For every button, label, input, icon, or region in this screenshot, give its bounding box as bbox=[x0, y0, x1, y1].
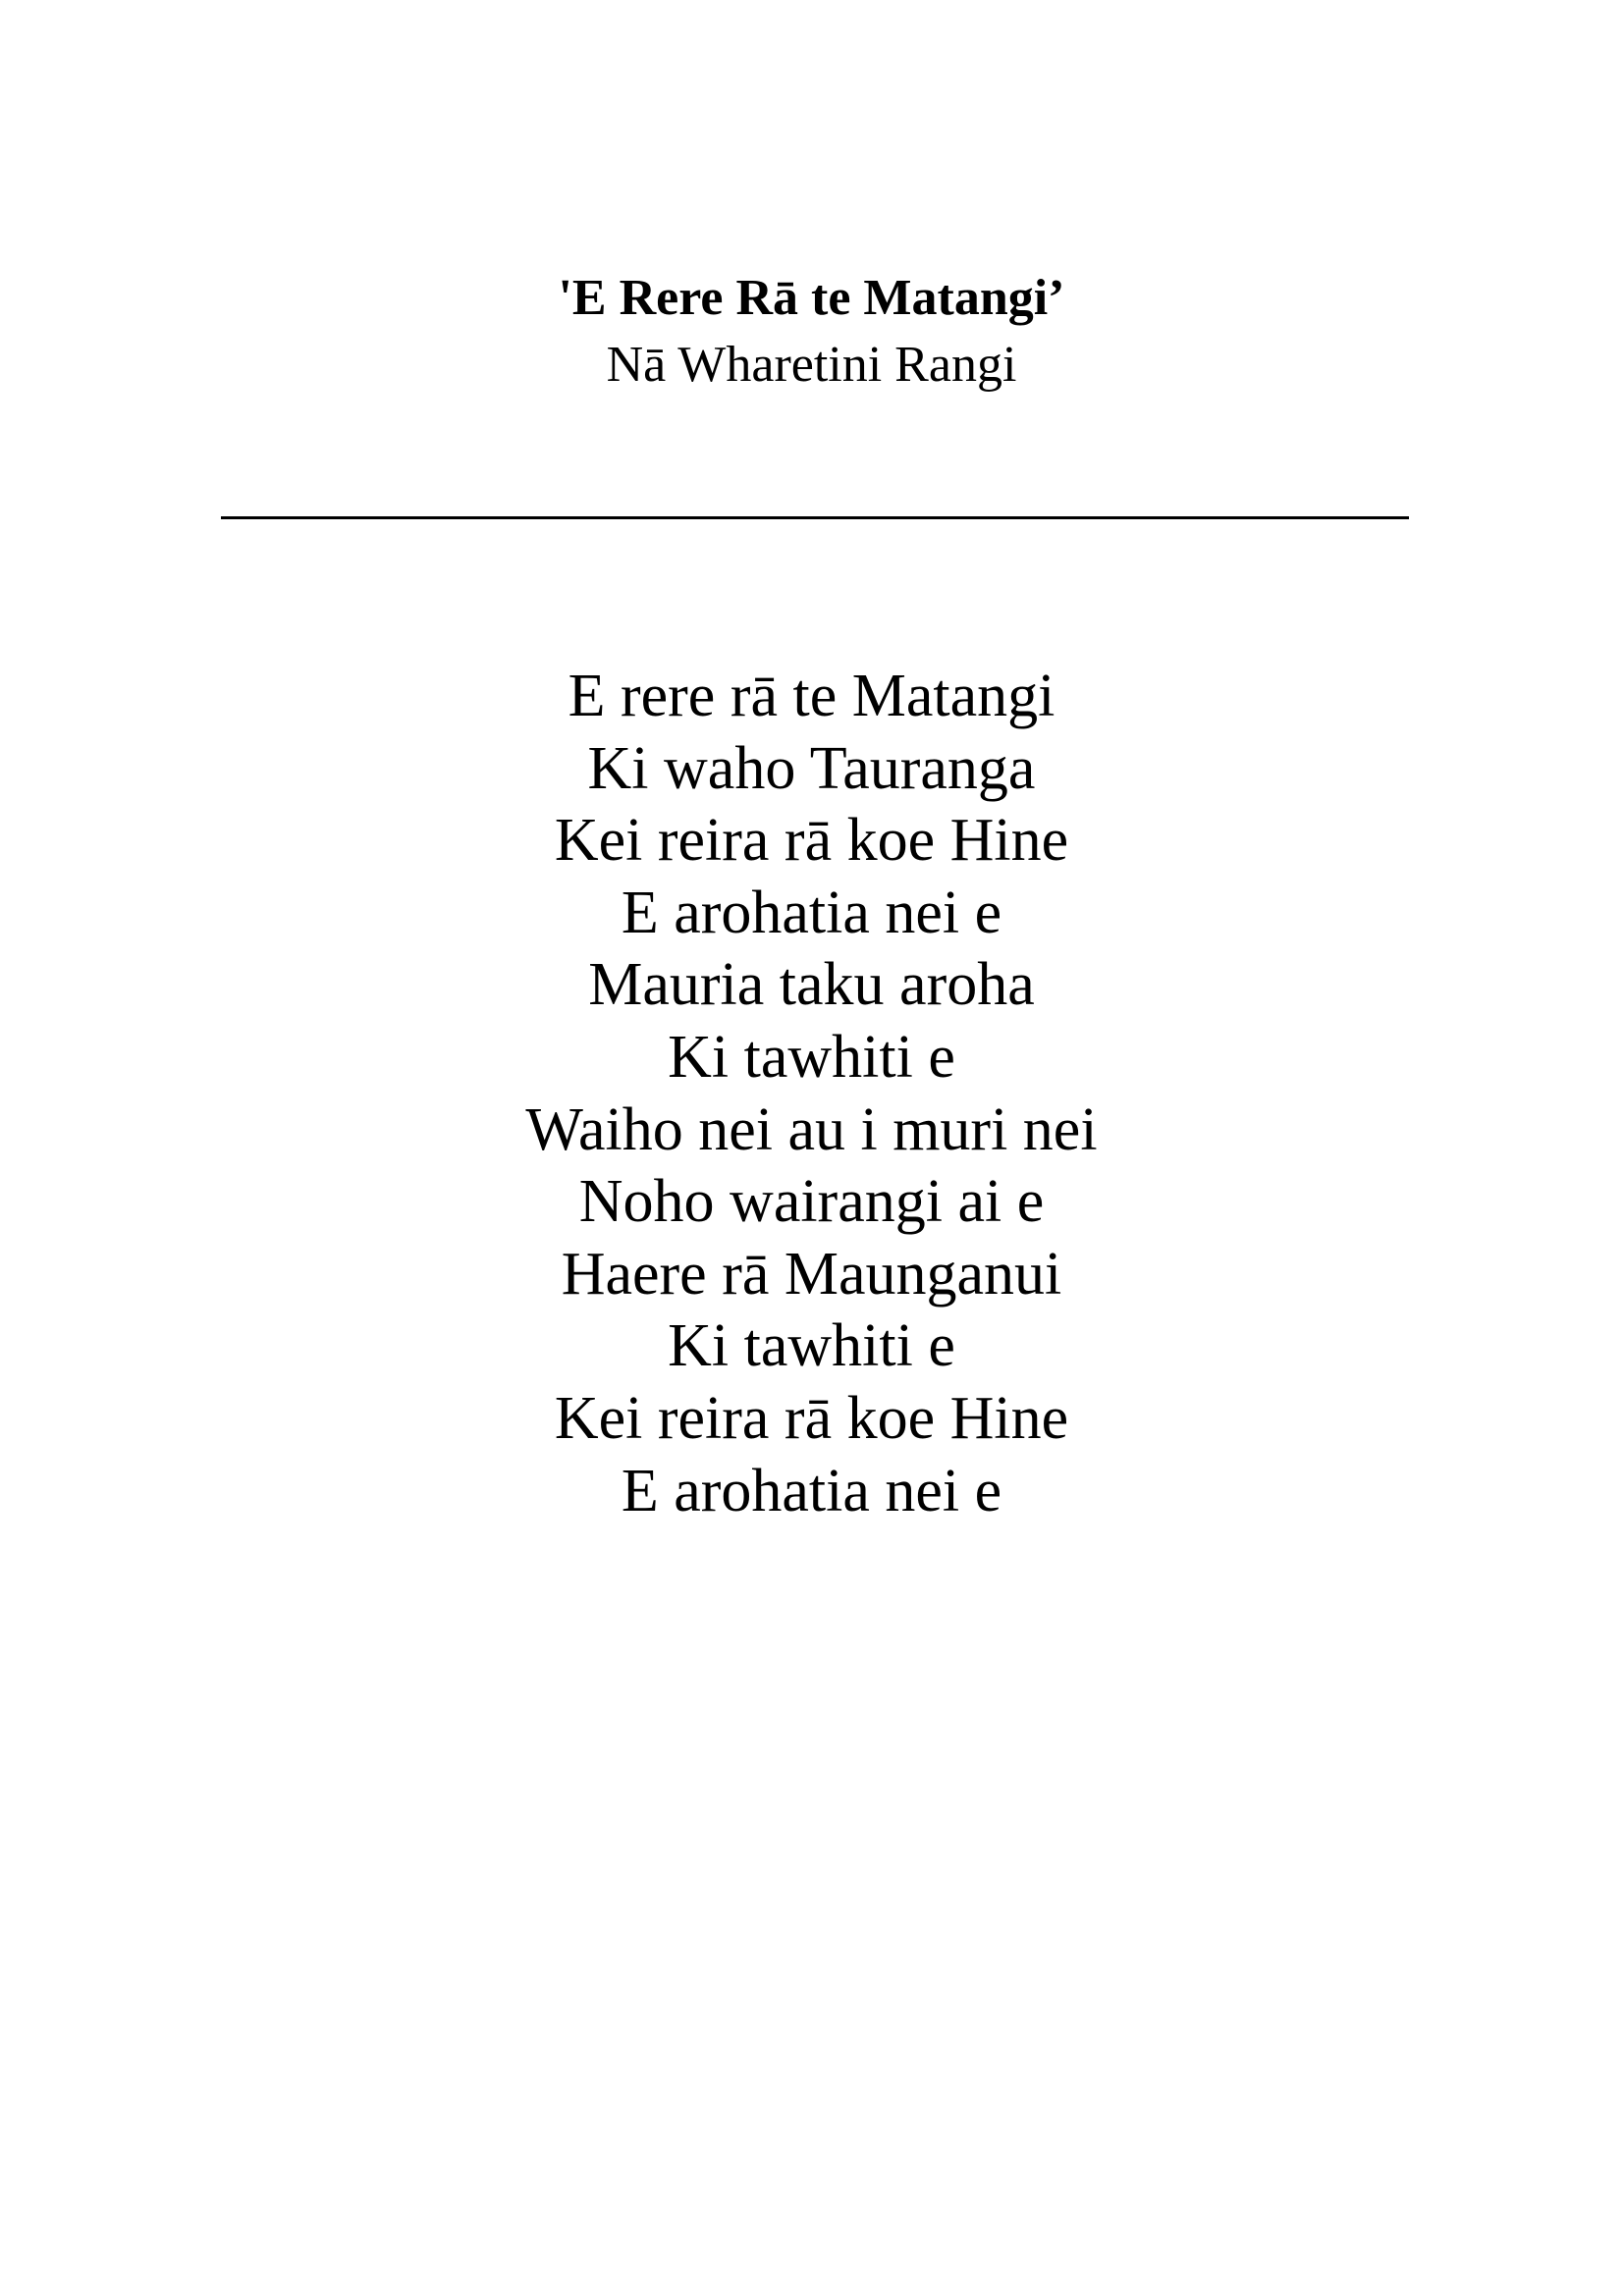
lyric-line: E arohatia nei e bbox=[621, 879, 1002, 946]
lyric-line: Kei reira rā koe Hine bbox=[554, 807, 1069, 875]
song-title: 'E Rere Rā te Matangi’ bbox=[558, 270, 1065, 326]
song-author: Nā Wharetini Rangi bbox=[606, 337, 1017, 393]
lyric-line: E rere rā te Matangi bbox=[568, 663, 1055, 729]
divider-line bbox=[221, 516, 1409, 519]
lyric-line: Waiho nei au i muri nei bbox=[525, 1095, 1098, 1163]
lyric-line: E arohatia nei e bbox=[621, 1457, 1002, 1524]
lyric-line: Haere rā Maunganui bbox=[561, 1240, 1062, 1308]
lyric-line: Ki tawhiti e bbox=[668, 1312, 955, 1380]
lyric-line: Noho wairangi ai e bbox=[578, 1168, 1045, 1236]
lyric-line: Mauria taku aroha bbox=[588, 951, 1035, 1019]
lyric-line: Ki tawhiti e bbox=[668, 1023, 955, 1091]
lyrics bbox=[0, 661, 1623, 1527]
lyric-line: Ki waho Tauranga bbox=[587, 734, 1036, 802]
lyric-line: Kei reira rā koe Hine bbox=[554, 1384, 1069, 1452]
